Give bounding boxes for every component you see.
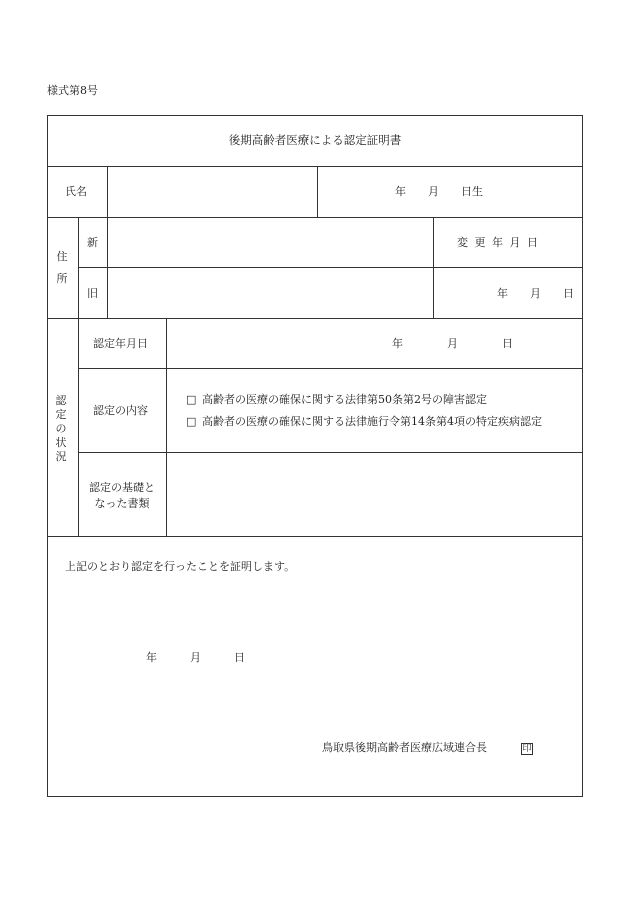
address-new-label: 新 <box>87 236 98 249</box>
basis-documents-label-line1: 認定の基礎と <box>89 481 155 494</box>
address-label: 住 所 <box>56 250 68 285</box>
option-specified-disease[interactable]: □ 高齢者の医療の確保に関する法律施行令第14条第4項の特定疾病認定 <box>186 415 542 428</box>
certify-statement: 上記のとおり認定を行ったことを証明します。 <box>65 560 296 573</box>
seal-mark: 印 <box>522 744 532 754</box>
divider <box>78 217 79 318</box>
birth-date[interactable]: 年 月 日生 <box>395 185 483 198</box>
certification-date[interactable]: 年 月 日 <box>392 337 513 350</box>
checkbox-icon[interactable]: □ <box>186 415 197 428</box>
basis-documents-label-line2: なった書類 <box>94 497 150 510</box>
form-title: 後期高齢者医療による認定証明書 <box>228 133 402 147</box>
address-old-label: 旧 <box>87 287 98 300</box>
form-number: 様式第8号 <box>47 84 98 97</box>
divider <box>47 318 583 319</box>
address-old-field[interactable] <box>108 268 432 317</box>
issuer-name: 鳥取県後期高齢者医療広域連合長 <box>322 741 487 754</box>
basis-documents-field[interactable] <box>167 453 582 535</box>
divider <box>433 217 434 318</box>
address-old-date[interactable]: 年 月 日 <box>497 287 574 300</box>
option-disability[interactable]: □ 高齢者の医療の確保に関する法律第50条第2号の障害認定 <box>186 393 487 406</box>
address-new-field[interactable] <box>108 218 432 266</box>
divider <box>78 368 583 369</box>
certification-content-label: 認定の内容 <box>93 404 148 417</box>
name-label: 氏名 <box>65 185 87 198</box>
divider <box>47 536 583 537</box>
certification-status-label: 認 定 の 状 況 <box>55 394 67 463</box>
certification-date-label: 認定年月日 <box>93 337 148 350</box>
address-change-date[interactable]: 変 更 年 月 日 <box>457 236 538 249</box>
issue-date[interactable]: 年 月 日 <box>146 651 245 664</box>
checkbox-icon[interactable]: □ <box>186 393 197 406</box>
name-field[interactable] <box>108 167 316 216</box>
divider <box>317 166 318 217</box>
